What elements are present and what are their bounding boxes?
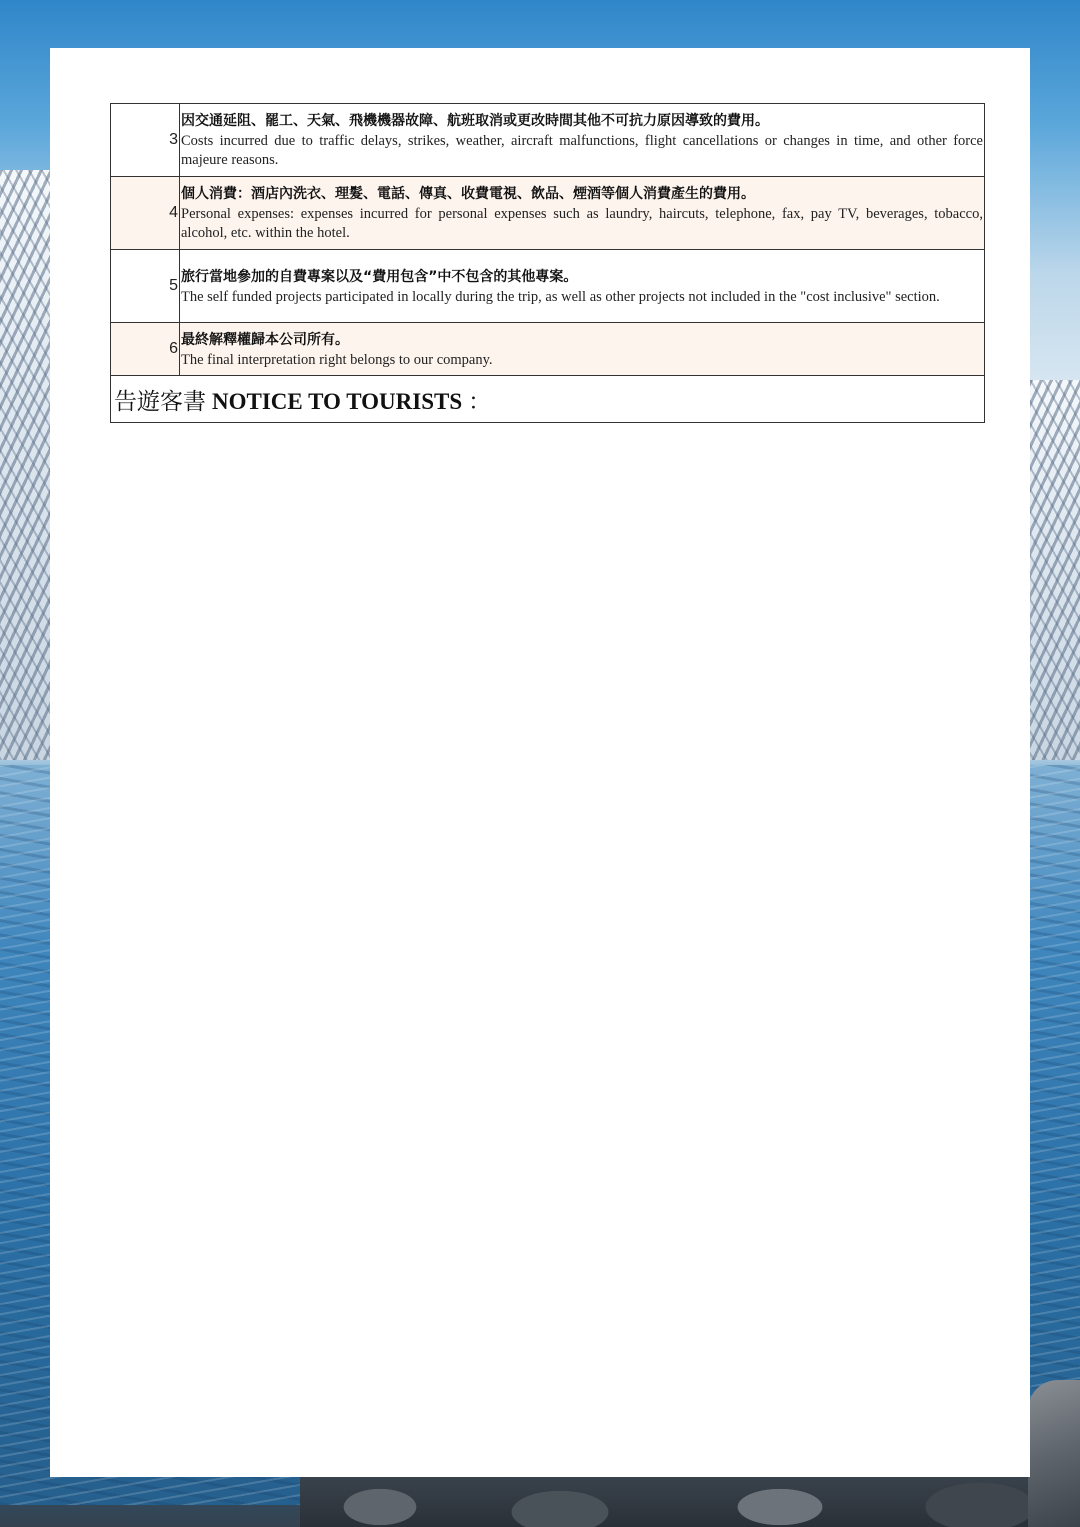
item-content [180,323,985,376]
item-content [180,250,985,323]
notice-heading-en: NOTICE TO TOURISTS [212,388,463,414]
item-content [180,104,985,177]
item-text-en: Personal expenses: expenses incurred for personal expenses such as laundry, haircuts, telephone, fax, pay TV, beverages, tobacco, alcohol, etc. within the hotel. [181,206,983,241]
notice-heading [111,376,985,423]
item-text-en: Costs incurred due to traffic delays, strikes, weather, aircraft malfunctions, flight cancellations or changes in time, and other force majeure reasons. [181,133,983,168]
notice-heading-row [111,376,985,423]
table-row [111,104,985,177]
exclusions-table [110,103,985,423]
item-number: 3 [111,104,180,177]
notice-heading-zh: 告遊客書 [114,388,206,415]
table-row [111,177,985,250]
item-number: 6 [111,323,180,376]
item-content [180,177,985,250]
item-number: 4 [111,177,180,250]
document-page [50,48,1030,1477]
item-text-zh: 個人消費：酒店內洗衣、理髮、電話、傳真、收費電視、飲品、煙酒等個人消費產生的費用。 [181,186,755,202]
notice-heading-colon: ： [468,388,492,415]
item-number: 5 [111,250,180,323]
background-rock-corner [1028,1380,1080,1527]
item-text-en: The self funded projects participated in locally during the trip, as well as other projects not included in the "cost inclusive" section. [181,288,940,305]
item-text-en: The final interpretation right belongs to our company. [181,351,493,368]
table-row [111,250,985,323]
item-text-zh: 最終解釋權歸本公司所有。 [181,331,349,348]
item-text-zh: 因交通延阻、罷工、天氣、飛機機器故障、航班取消或更改時間其他不可抗力原因導致的費用。 [181,113,769,129]
table-row [111,323,985,376]
item-text-zh: 旅行當地參加的自費專案以及“費用包含”中不包含的其他專案。 [181,268,578,285]
